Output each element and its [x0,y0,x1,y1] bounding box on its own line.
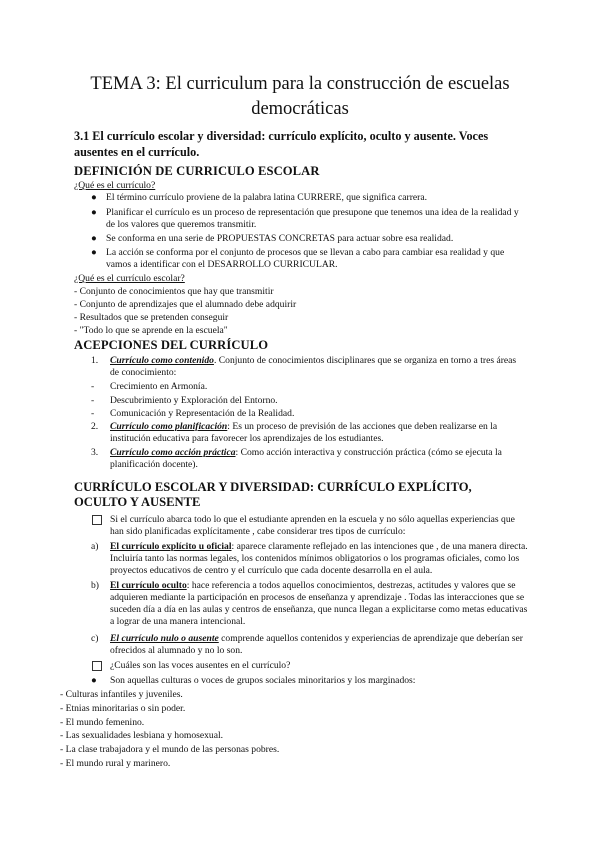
area-item: Descubrimiento y Exploración del Entorno. [110,395,278,406]
term-planificacion: Currículo como planificación [110,421,228,432]
bullet-item: La acción se conforma por el conjunto de procesos que se llevan a cabo para cambiar esa realidad y que vamos a identificar con el DESARROLLO CURRICULAR. [106,247,505,270]
dash-icon: - [91,381,95,392]
heading-definicion: DEFINICIÓN DE CURRICULO ESCOLAR [74,164,320,178]
dash-item: - Conjunto de aprendizajes que el alumnado debe adquirir [74,299,297,310]
list-number: 1. [91,355,99,366]
diversidad-intro: Si el currículo abarca todo lo que el estudiante aprenden en la escuela y no sólo aquellas experiencias que han sido planificadas explícitamente , cabe considerar tres tipos de currículo: [110,514,515,537]
term-ausente: El currículo nulo o ausente [110,633,219,644]
voice-item: - Etnias minoritarias o sin poder. [60,703,186,714]
voces-answer: Son aquellas culturas o voces de grupos sociales minoritarios y los marginados: [110,675,416,686]
text-contenido: . Conjunto de conocimientos disciplinares que se organiza en torno a tres áreas de conocimiento: [110,355,517,378]
bullet-icon: ● [91,675,97,686]
text-oculto: : hace referencia a todos aquellos conocimientos, destrezas, actitudes y valores que se adquieren mediante la participación en procesos de enseñanza y aprendizaje . Todas las interacciones que se suceden día a día en las aulas y centros de enseñanza, que nunca llegan a explicitarse como metas educativas a lograr de una manera intencional. [110,580,528,627]
checkbox-icon [92,515,102,525]
bullet-item: Se conforma en una serie de PROPUESTAS CONCRETAS para actuar sobre esa realidad. [106,233,454,244]
bullet-item: El término currículo proviene de la palabra latina CURRERE, que significa carrera. [106,192,428,203]
list-number: 3. [91,447,99,458]
dash-icon: - [91,395,95,406]
voice-item: - El mundo femenino. [60,717,145,728]
voice-item: - Las sexualidades lesbiana y homosexual. [60,730,224,741]
question-voces-ausentes: ¿Cuáles son las voces ausentes en el currículo? [110,660,291,671]
dash-icon: - [91,408,95,419]
bullet-icon: ● [91,192,97,203]
section-title: 3.1 El currículo escolar y diversidad: currículo explícito, oculto y ausente. Voces ausentes en el currículo. [74,129,489,159]
dash-item: - Resultados que se pretenden conseguir [74,312,229,323]
text-ausente: comprende aquellos contenidos y experiencias de aprendizaje que deberían ser ofrecidos al alumnado y no lo son. [110,633,523,656]
list-letter: c) [91,633,99,644]
area-item: Crecimiento en Armonía. [110,381,208,392]
dash-item: - "Todo lo que se aprende en la escuela" [74,325,228,336]
term-explicito: El currículo explícito u oficial [110,541,232,552]
voice-item: - El mundo rural y marinero. [60,758,171,769]
question-que-es-curriculo: ¿Qué es el currículo? [74,180,156,191]
document-title: TEMA 3: El curriculum para la construcción de escuelas democráticas [90,74,510,119]
bullet-item: Planificar el currículo es un proceso de representación que presupone que tenemos una idea de la realidad y de los valores que queremos transmitir. [106,207,519,230]
heading-diversidad: CURRÍCULO ESCOLAR Y DIVERSIDAD: CURRÍCULO EXPLÍCITO, OCULTO Y AUSENTE [74,480,472,509]
text-accion-practica: : Como acción interactiva y construcción práctica (cómo se ejecuta la planificación docente). [110,447,502,470]
area-item: Comunicación y Representación de la Realidad. [110,408,295,419]
term-oculto: El currículo oculto [110,580,187,591]
voice-item: - Culturas infantiles y juveniles. [60,689,183,700]
term-accion-practica: Currículo como acción práctica [110,447,236,458]
acepcion-item-planificacion [110,421,528,445]
bullet-icon: ● [91,233,97,244]
curriculo-oculto [110,580,530,628]
dash-item: - Conjunto de conocimientos que hay que transmitir [74,286,274,297]
list-letter: a) [91,541,99,552]
question-curriculo-escolar: ¿Qué es el currículo escolar? [74,273,185,284]
acepcion-item-contenido [110,355,525,379]
checkbox-icon [92,661,102,671]
acepcion-item-accion-practica [110,447,528,471]
list-letter: b) [91,580,99,591]
bullet-icon: ● [91,207,97,218]
list-number: 2. [91,421,99,432]
text-explicito: : aparece claramente reflejado en las intenciones que , de una manera directa. Incluiría tanto las normas legales, los contenidos mínimos obligatorios o los programas oficiales, como los proyectos educativos de centro y el currículo que cada docente desarrolla en el aula. [110,541,528,576]
bullet-icon: ● [91,247,97,258]
curriculo-explicito [110,541,528,577]
heading-acepciones: ACEPCIONES DEL CURRÍCULO [74,338,269,352]
text-planificacion: : Es un proceso de previsión de las acciones que deben realizarse en la institución educativa para favorecer los aprendizajes de los estudiantes. [110,421,498,444]
curriculo-ausente [110,633,525,657]
voice-item: - La clase trabajadora y el mundo de las personas pobres. [60,744,280,755]
term-contenido: Currículo como contenido [110,355,214,366]
